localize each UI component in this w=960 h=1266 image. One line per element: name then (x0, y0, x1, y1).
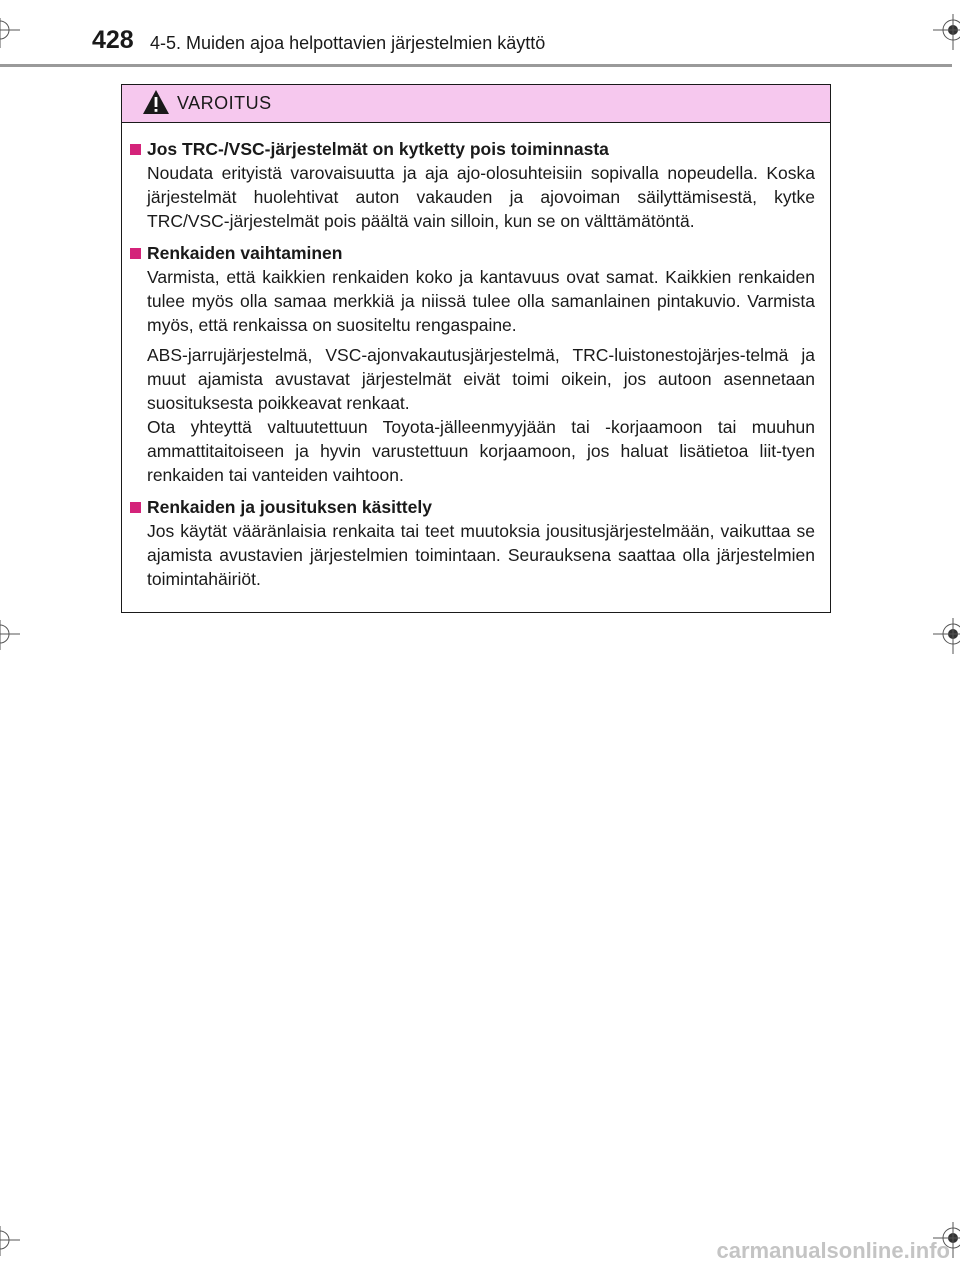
warning-box (121, 84, 831, 613)
bullet-square (130, 144, 141, 155)
bullet-square (130, 502, 141, 513)
page-number: 428 (92, 26, 134, 54)
bullet-square (130, 248, 141, 259)
item-paragraph: Jos käytät vääränlaisia renkaita tai teet muutoksia jousitusjärjestelmään, vaikuttaa se ajamista avustavien järjestelmien toimintaan. Seurauksena saattaa olla järjestelmien toimintahäiriöt. (147, 521, 815, 589)
registration-mark-mid-left (0, 620, 30, 660)
registration-mark-mid-right (928, 618, 960, 658)
item-paragraph: Varmista, että kaikkien renkaiden koko ja kantavuus ovat samat. Kaikkien renkaiden tulee myös olla samaa merkkiä ja niissä tulee olla samanlainen pintakuvio. Varmista myös, että renkaissa on suositeltu rengaspaine. (147, 267, 815, 335)
watermark: carmanualsonline.info (716, 1238, 950, 1263)
item-paragraph: Noudata erityistä varovaisuutta ja aja ajo-olosuhteisiin sopivalla nopeudella. Koska järjestelmät huolehtivat auton vakauden ja ajovoiman säilyttämisestä, kytke TRC/VSC-järjestelmät pois päältä vain silloin, kun se on välttämätöntä. (147, 163, 815, 231)
item-heading (130, 137, 815, 161)
item-heading-text: Renkaiden vaihtaminen (147, 243, 343, 263)
section-title: 4-5. Muiden ajoa helpottavien järjestelmien käyttö (150, 33, 546, 53)
warning-label: VAROITUS (177, 93, 272, 113)
warning-triangle-icon (142, 89, 170, 115)
warning-item-2 (130, 241, 815, 487)
warning-body (122, 123, 830, 591)
warning-header (122, 85, 830, 123)
header-rule (0, 64, 952, 67)
registration-mark-bottom-left (0, 1222, 30, 1262)
item-heading-text: Renkaiden ja jousituksen käsittely (147, 497, 432, 517)
item-heading (130, 495, 815, 519)
item-heading (130, 241, 815, 265)
registration-mark-top-right (928, 14, 960, 54)
item-heading-text: Jos TRC-/VSC-järjestelmät on kytketty pois toiminnasta (147, 139, 609, 159)
warning-item-3 (130, 495, 815, 591)
registration-mark-top-left (0, 18, 30, 58)
item-paragraph: ABS-jarrujärjestelmä, VSC-ajonvakautusjärjestelmä, TRC-luistonestojärjes-telmä ja muut ajamista avustavat järjestelmät eivät toimi oikein, jos autoon asennetaan suosituksesta poikkeavat renkaat. Ota yhteyttä valtuutettuun Toyota-jälleenmyyjään tai -korjaamoon tai muuhun ammattitaitoiseen ja hyvin varustettuun korjaamoon, jos haluat lisätietoa liit-tyen renkaiden tai vanteiden vaihtoon. (147, 345, 815, 485)
warning-item-1 (130, 137, 815, 233)
